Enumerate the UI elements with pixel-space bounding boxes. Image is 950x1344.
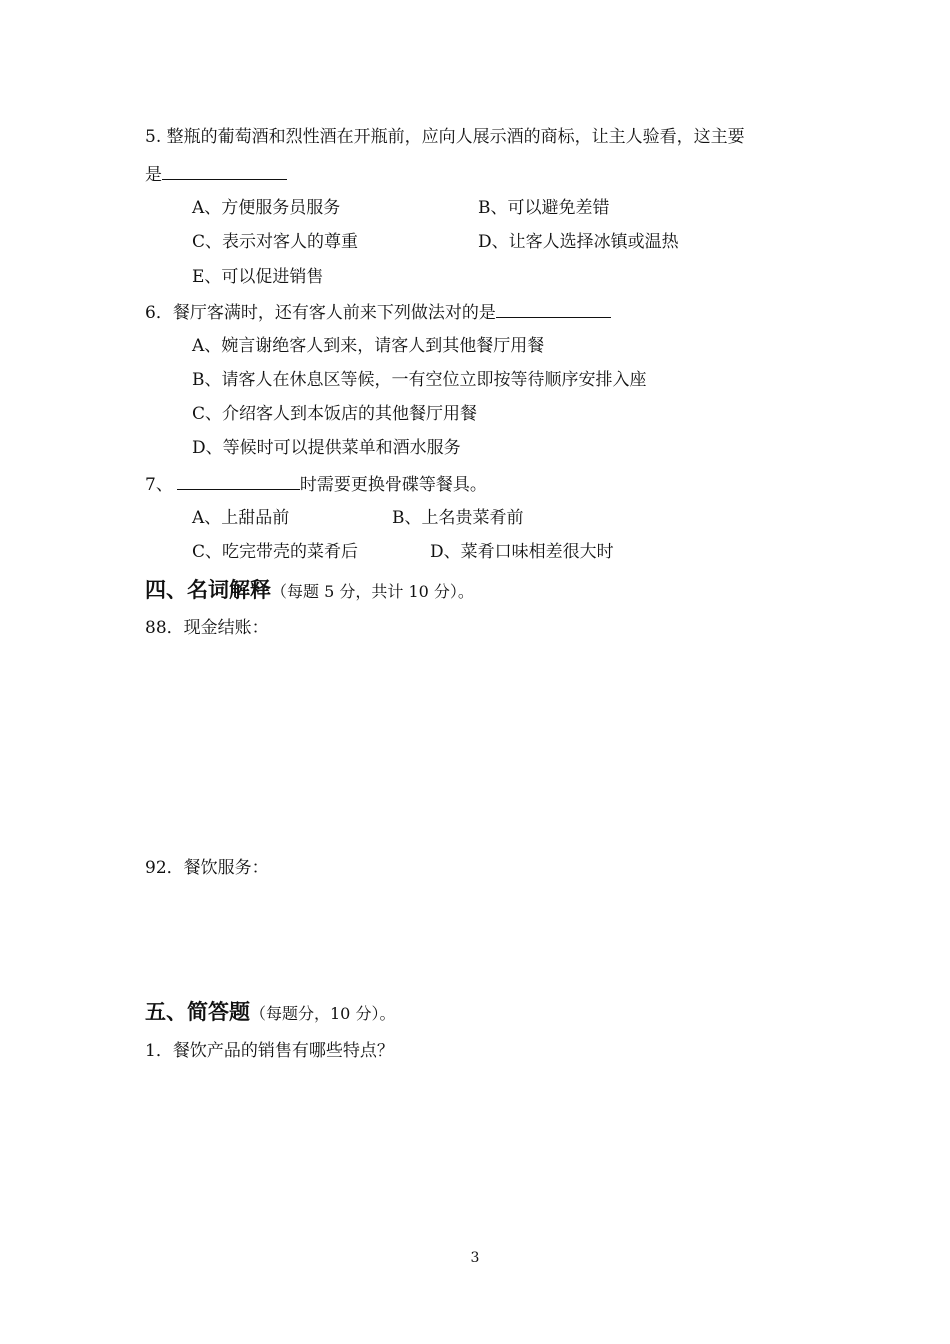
q7-prefix: 7、 (145, 475, 173, 495)
section4-title: 四、名词解释 (145, 578, 271, 602)
section5-title: 五、简答题 (145, 1000, 250, 1024)
q6-option-a: A、婉言谢绝客人到来，请客人到其他餐厅用餐 (192, 336, 545, 356)
q6-answer-blank[interactable] (496, 300, 611, 318)
q6-option-b: B、请客人在休息区等候，一有空位立即按等待顺序安排入座 (192, 370, 647, 390)
section5-q1: 1．餐饮产品的销售有哪些特点？ (145, 1041, 394, 1061)
q5-option-c: C、表示对客人的尊重 (192, 232, 359, 252)
q7-option-d: D、菜肴口味相差很大时 (430, 542, 614, 562)
q6-option-c: C、介绍客人到本饭店的其他餐厅用餐 (192, 404, 478, 424)
q7-option-b: B、上名贵菜肴前 (392, 508, 524, 528)
section4-note: （每题 5 分，共计 10 分）。 (271, 582, 474, 601)
q88-term: 88．现金结账： (145, 618, 269, 638)
q5-stem-line2 (145, 162, 287, 186)
q5-option-d: D、让客人选择冰镇或温热 (478, 232, 679, 252)
q7-option-c: C、吃完带壳的菜肴后 (192, 542, 359, 562)
section5-heading (145, 998, 395, 1028)
section4-heading (145, 576, 474, 606)
q6-stem (145, 300, 611, 324)
q5-option-b: B、可以避免差错 (478, 198, 610, 218)
q5-option-a: A、方便服务员服务 (192, 198, 341, 218)
page-number: 3 (470, 1250, 480, 1266)
q5-stem-text: 是 (145, 165, 162, 185)
q7-option-a: A、上甜品前 (192, 508, 290, 528)
q6-option-d: D、等候时可以提供菜单和酒水服务 (192, 438, 461, 458)
q7-stem (145, 472, 487, 496)
q6-stem-text: 6．餐厅客满时，还有客人前来下列做法对的是 (145, 303, 496, 323)
q7-answer-blank[interactable] (177, 472, 300, 490)
q7-suffix: 时需要更换骨碟等餐具。 (299, 475, 487, 495)
q5-stem-line1: 5. 整瓶的葡萄酒和烈性酒在开瓶前，应向人展示酒的商标，让主人验看，这主要 (145, 127, 745, 147)
section5-note: （每题分，10 分）。 (250, 1004, 396, 1023)
q92-term: 92．餐饮服务： (145, 858, 269, 878)
q5-answer-blank[interactable] (162, 162, 287, 180)
q5-option-e: E、可以促进销售 (192, 267, 324, 287)
